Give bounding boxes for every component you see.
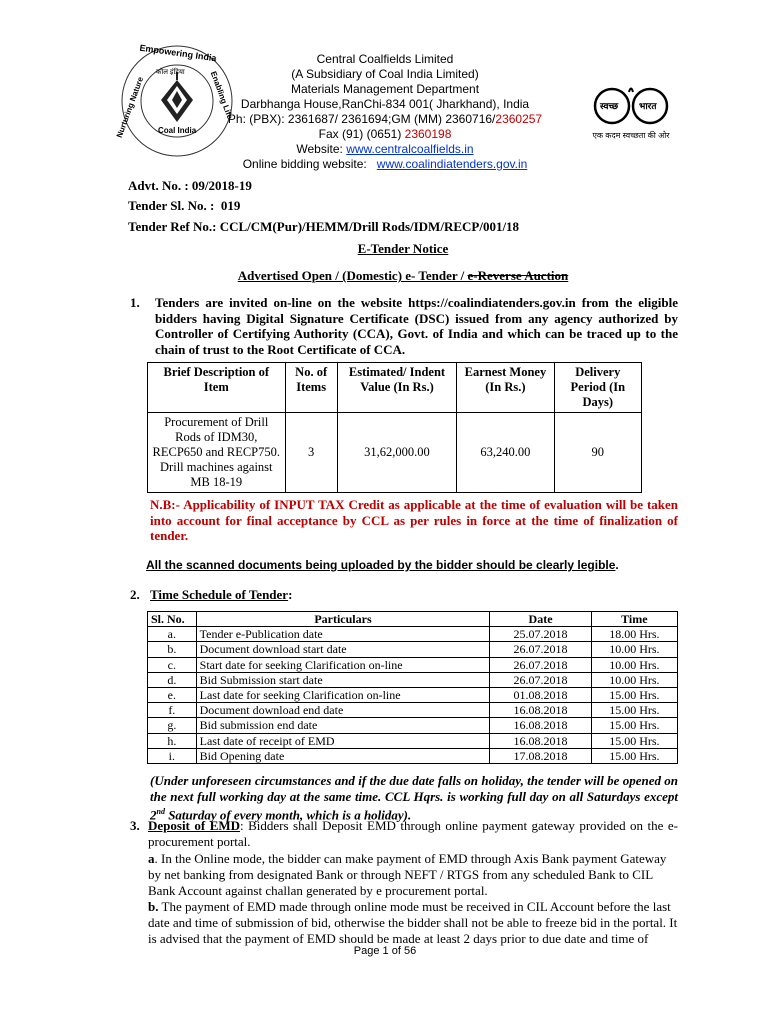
website-link[interactable]: www.centralcoalfields.in bbox=[346, 142, 474, 156]
table-row: f. Document download end date 16.08.2018 15.00 Hrs. bbox=[148, 703, 678, 718]
swachh-right-text: भारत bbox=[639, 101, 657, 111]
company-name: Central Coalfields Limited bbox=[316, 52, 454, 66]
swachh-tagline: एक कदम स्वच्छता की ओर bbox=[592, 131, 670, 140]
nb-note: N.B:- Applicability of INPUT TAX Credit as applicable at the time of evaluation will be taken into account for final acceptance by CCL as per rules in force at the time of finalization of tender. bbox=[150, 497, 678, 543]
page-number: Page 1 of 56 bbox=[353, 945, 417, 957]
col-no-of-items: No. of Items bbox=[285, 363, 337, 413]
tender-sl-number: Tender Sl. No. : 019 bbox=[128, 198, 241, 213]
col-delivery-period: Delivery Period (In Days) bbox=[554, 363, 641, 413]
table-row: a. Tender e-Publication date 25.07.2018 18.00 Hrs. bbox=[148, 627, 678, 642]
col-brief-description: Brief Description of Item bbox=[148, 363, 286, 413]
logo-hindi-brand: कोल इंडिया bbox=[156, 69, 185, 76]
address-line: Darbhanga House,RanChi-834 001( Jharkhand), India bbox=[240, 97, 530, 111]
logo-brand: Coal India bbox=[158, 126, 197, 135]
col-date: Date bbox=[490, 612, 591, 627]
scanned-note: All the scanned documents being uploaded by the bidder should be clearly legible. bbox=[146, 558, 619, 572]
col-sl-no: Sl. No. bbox=[148, 612, 197, 627]
reverse-auction-struck: e-Reverse Auction bbox=[467, 268, 569, 283]
bidding-line: Online bidding website: www.coalindiatenders.gov.in bbox=[242, 157, 528, 171]
swachh-left-text: स्वच्छ bbox=[600, 101, 619, 111]
delivery-period: 90 bbox=[554, 413, 641, 493]
logo-ring-top: Empowering India bbox=[138, 42, 218, 64]
swachh-bharat-logo bbox=[592, 82, 670, 144]
col-earnest-money: Earnest Money (In Rs.) bbox=[457, 363, 554, 413]
sec2-heading: Time Schedule of Tender: bbox=[150, 587, 293, 602]
advertised-line: Advertised Open / (Domestic) e- Tender / e-Reverse Auction bbox=[237, 268, 569, 283]
phone-red: 2360257 bbox=[495, 112, 543, 126]
table-row: b. Document download start date 26.07.2018 10.00 Hrs. bbox=[148, 642, 678, 657]
fax-line: Fax (91) (0651) 2360198 bbox=[318, 127, 452, 141]
bidding-link[interactable]: www.coalindiatenders.gov.in bbox=[376, 157, 528, 171]
table-row: c. Start date for seeking Clarification on-line 26.07.2018 10.00 Hrs. bbox=[148, 657, 678, 672]
letterhead bbox=[200, 52, 570, 172]
scanned-note-text: All the scanned documents being uploaded by the bidder should be clearly legible bbox=[146, 558, 616, 572]
advt-number: Advt. No. : 09/2018-19 bbox=[128, 178, 252, 193]
table-row bbox=[148, 413, 642, 493]
col-time: Time bbox=[591, 612, 677, 627]
table-row: g. Bid submission end date 16.08.2018 15.00 Hrs. bbox=[148, 718, 678, 733]
earnest-money: 63,240.00 bbox=[457, 413, 554, 493]
sec2-title: Time Schedule of Tender bbox=[150, 587, 289, 602]
sec3-text: Deposit of EMD: Bidders shall Deposit EMD through online payment gateway provided on the e-procurement portal. bbox=[148, 818, 679, 849]
tender-ref-number: Tender Ref No.: CCL/CM(Pur)/HEMM/Drill Rods/IDM/RECP/001/18 bbox=[128, 219, 520, 234]
department-line: Materials Management Department bbox=[290, 82, 480, 96]
para1-text: Tenders are invited on-line on the website https://coalindiatenders.gov.in from the eligible bidders having Digital Signature Certificate (DSC) issued from any agency authorized by Controller of Certifying Authority (CCA), Govt. of India and which can be traced up to the chain of trust to the Root Certificate of CCA. bbox=[155, 295, 678, 357]
holiday-note: (Under unforeseen circumstances and if the due date falls on holiday, the tender will be opened on the next full working day at the same time. CCL Hqrs. is working full day on all Saturdays except 2nd Saturday of every month, which is a holiday). bbox=[150, 773, 678, 823]
table-row: d. Bid Submission start date 26.07.2018 10.00 Hrs. bbox=[148, 672, 678, 687]
sec3-number: 3. bbox=[130, 818, 140, 833]
estimated-value: 31,62,000.00 bbox=[337, 413, 456, 493]
sec3-title: Deposit of EMD bbox=[148, 818, 241, 833]
sec2-number: 2. bbox=[130, 587, 140, 602]
notice-title: E-Tender Notice bbox=[357, 241, 449, 256]
item-count: 3 bbox=[285, 413, 337, 493]
table-row: e. Last date for seeking Clarification on-line 01.08.2018 15.00 Hrs. bbox=[148, 688, 678, 703]
col-estimated-value: Estimated/ Indent Value (In Rs.) bbox=[337, 363, 456, 413]
sec3a-text: a. In the Online mode, the bidder can make payment of EMD through Axis Bank payment Gateway by net banking from designated Bank or through NEFT / RTGS from any scheduled Bank to CIL Bank Account against challan generated by e procurement portal. bbox=[148, 851, 667, 898]
logo-ring-left: Nurturing Nature bbox=[114, 75, 146, 139]
col-particulars: Particulars bbox=[196, 612, 490, 627]
brief-description-table bbox=[147, 362, 642, 493]
phone-line: Ph: (PBX): 2361687/ 2361694;GM (MM) 2360716/2360257 bbox=[227, 112, 543, 126]
para1-number: 1. bbox=[130, 295, 140, 310]
table-row: i. Bid Opening date 17.08.2018 15.00 Hrs. bbox=[148, 748, 678, 763]
item-description: Procurement of Drill Rods of IDM30, RECP650 and RECP750. Drill machines against MB 18-19 bbox=[148, 413, 286, 493]
subsidiary-line: (A Subsidiary of Coal India Limited) bbox=[291, 67, 479, 81]
sec3b-text: b. The payment of EMD made through online mode must be received in CIL Account before the last date and time of submission of bid, otherwise the bidder shall not be able to freeze bid in the portal. It is advised that the payment of EMD should be made at least 2 days prior to due date and time of bbox=[148, 899, 678, 946]
fax-red: 2360198 bbox=[404, 127, 452, 141]
logo-ring-right: Enabling Life bbox=[208, 70, 235, 121]
table-row: h. Last date of receipt of EMD 16.08.2018 15.00 Hrs. bbox=[148, 733, 678, 748]
time-schedule-table bbox=[147, 611, 678, 764]
brief-table-header bbox=[148, 363, 642, 413]
schedule-header bbox=[148, 612, 678, 627]
website-line: Website: www.centralcoalfields.in bbox=[296, 142, 474, 156]
